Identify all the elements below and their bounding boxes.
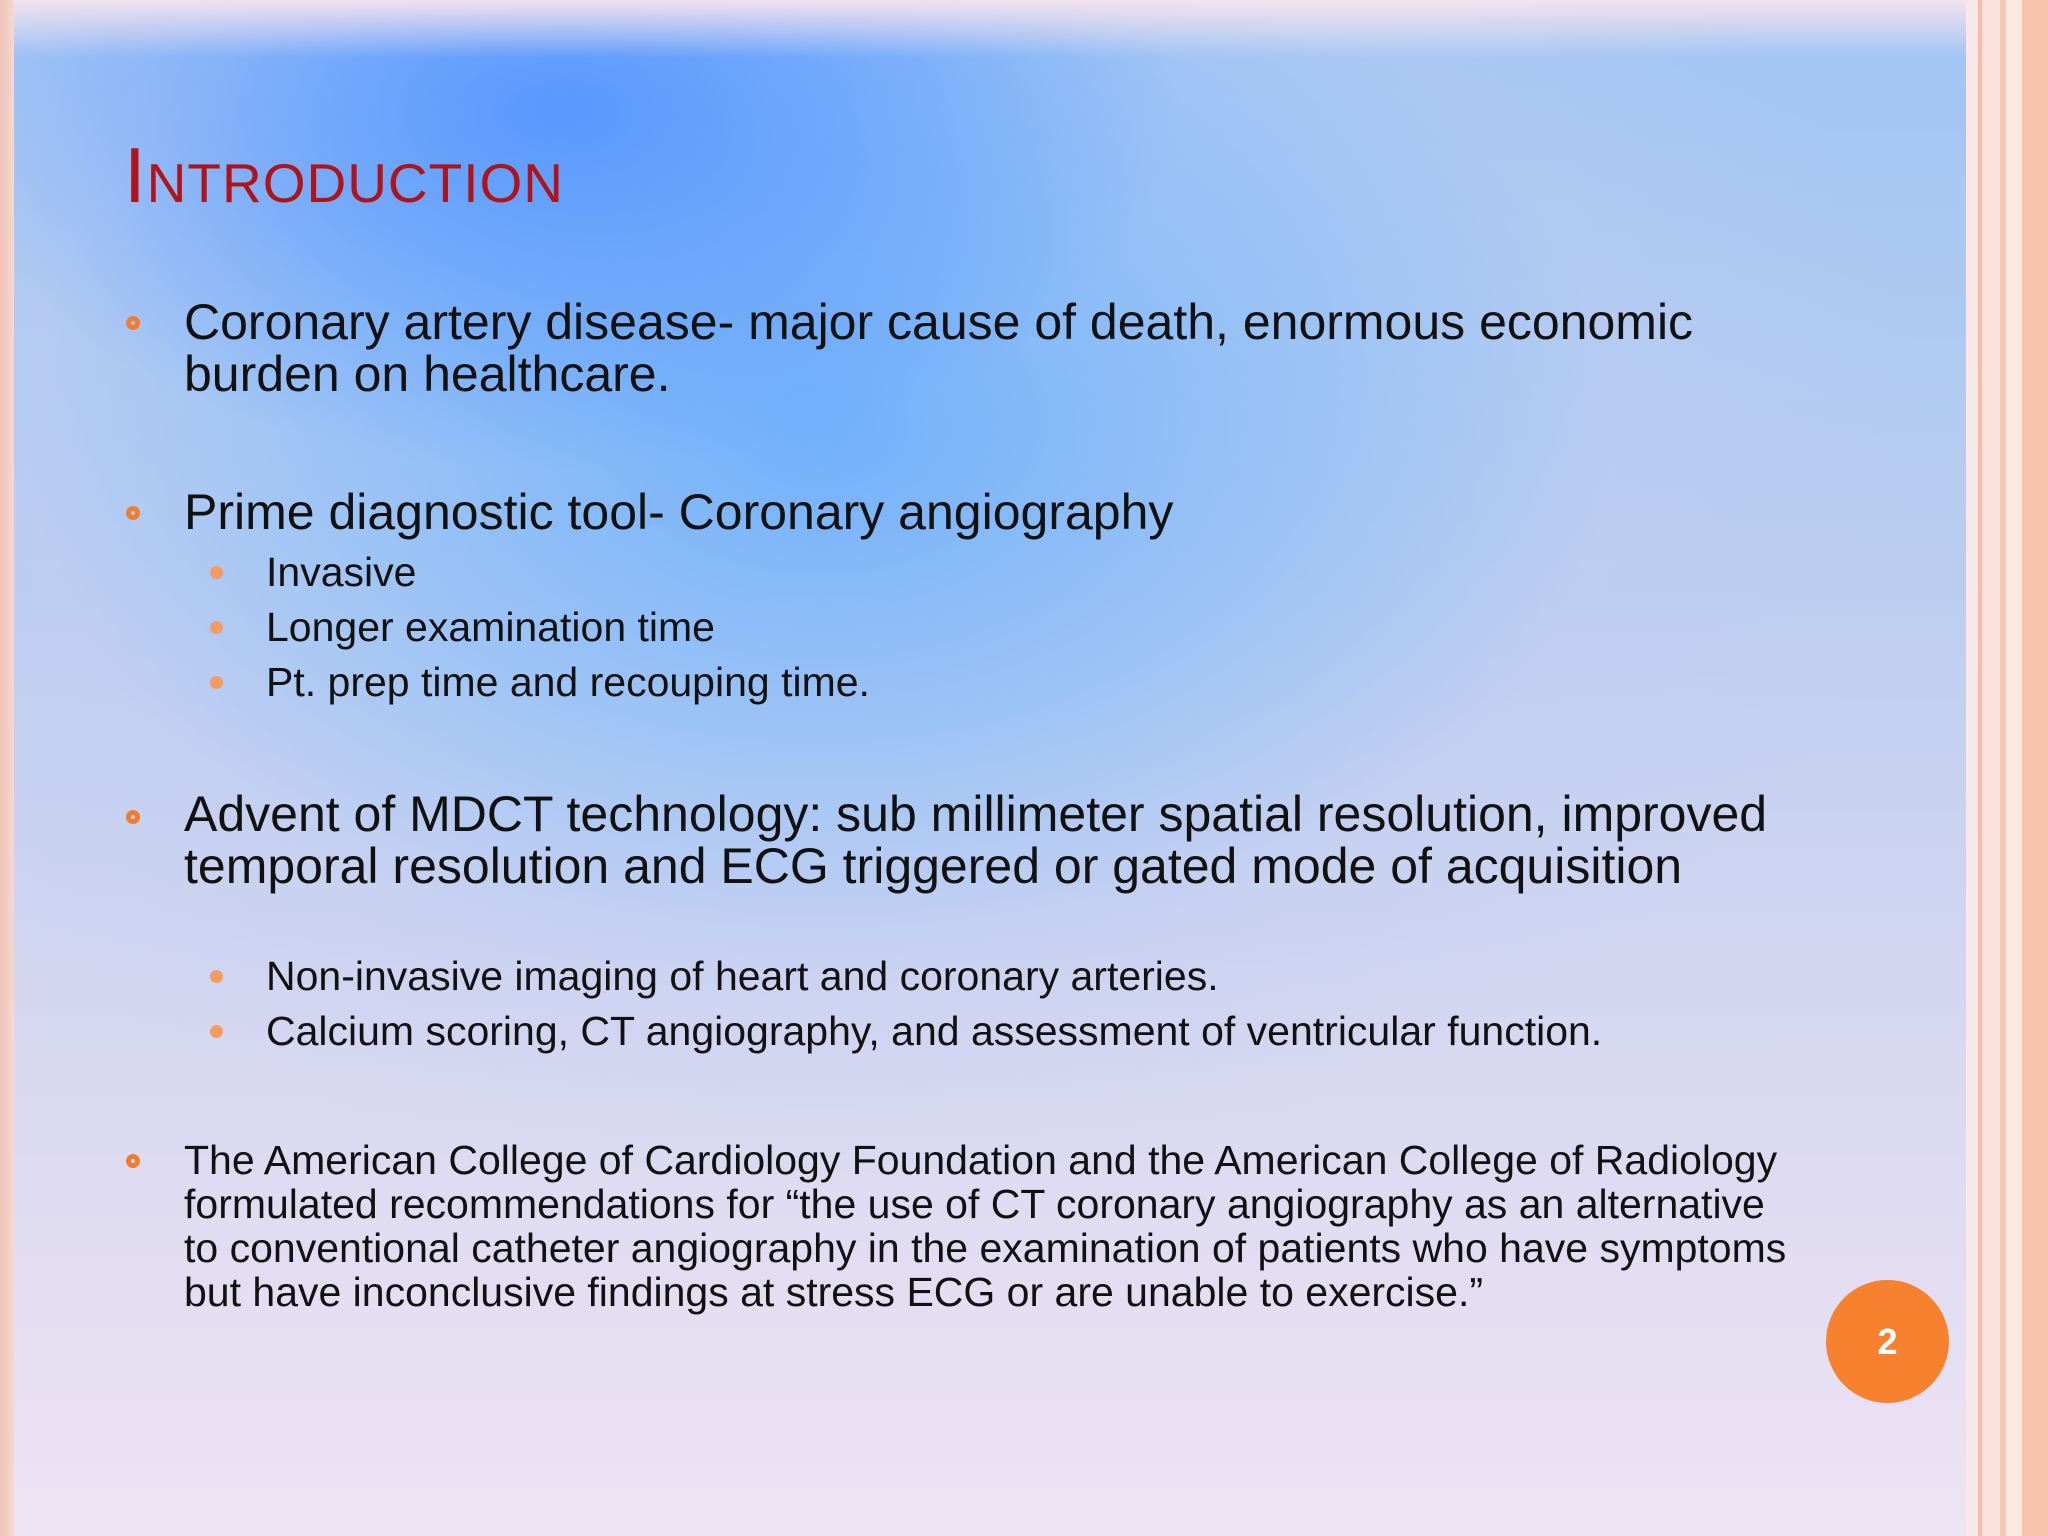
bullet-marker-icon xyxy=(126,1154,140,1168)
sub-bullet-item: Invasive xyxy=(266,549,417,595)
sub-bullet-item: Longer examination time xyxy=(266,604,715,650)
slide-title: Introduction xyxy=(124,131,565,219)
bullet-marker-icon xyxy=(126,316,140,330)
bullet-item: The American College of Cardiology Foundation and the American College of Radiology formulated recommendations for “the use of CT coronary angiography as an alternative to conventional catheter angiography in the examination of patients who have symptoms but have inconclusive findings at stress ECG or are unable to exercise.” xyxy=(184,1137,1787,1315)
sub-bullet-dot-icon xyxy=(210,676,223,689)
sub-bullet-item: Pt. prep time and recouping time. xyxy=(266,659,870,705)
bullet-item: Coronary artery disease- major cause of death, enormous economic burden on healthcare. xyxy=(184,294,1694,402)
bullet-marker-icon xyxy=(126,810,140,824)
sub-bullet-dot-icon xyxy=(210,621,223,634)
page-number-badge: 2 xyxy=(1826,1280,1949,1403)
sub-bullet-item: Non-invasive imaging of heart and coronary arteries. xyxy=(266,953,1219,999)
bullet-marker-icon xyxy=(126,506,140,520)
right-decorative-stripes xyxy=(1966,0,2048,1536)
sub-bullet-item: Calcium scoring, CT angiography, and assessment of ventricular function. xyxy=(266,1008,1603,1054)
bullet-item: Prime diagnostic tool- Coronary angiography xyxy=(184,484,1174,540)
sub-bullet-dot-icon xyxy=(210,970,223,983)
bullet-item: Advent of MDCT technology: sub millimeter spatial resolution, improved temporal resolution and ECG triggered or gated mode of acquisition xyxy=(184,786,1768,894)
sub-bullet-dot-icon xyxy=(210,1025,223,1038)
sub-bullet-dot-icon xyxy=(210,566,223,579)
